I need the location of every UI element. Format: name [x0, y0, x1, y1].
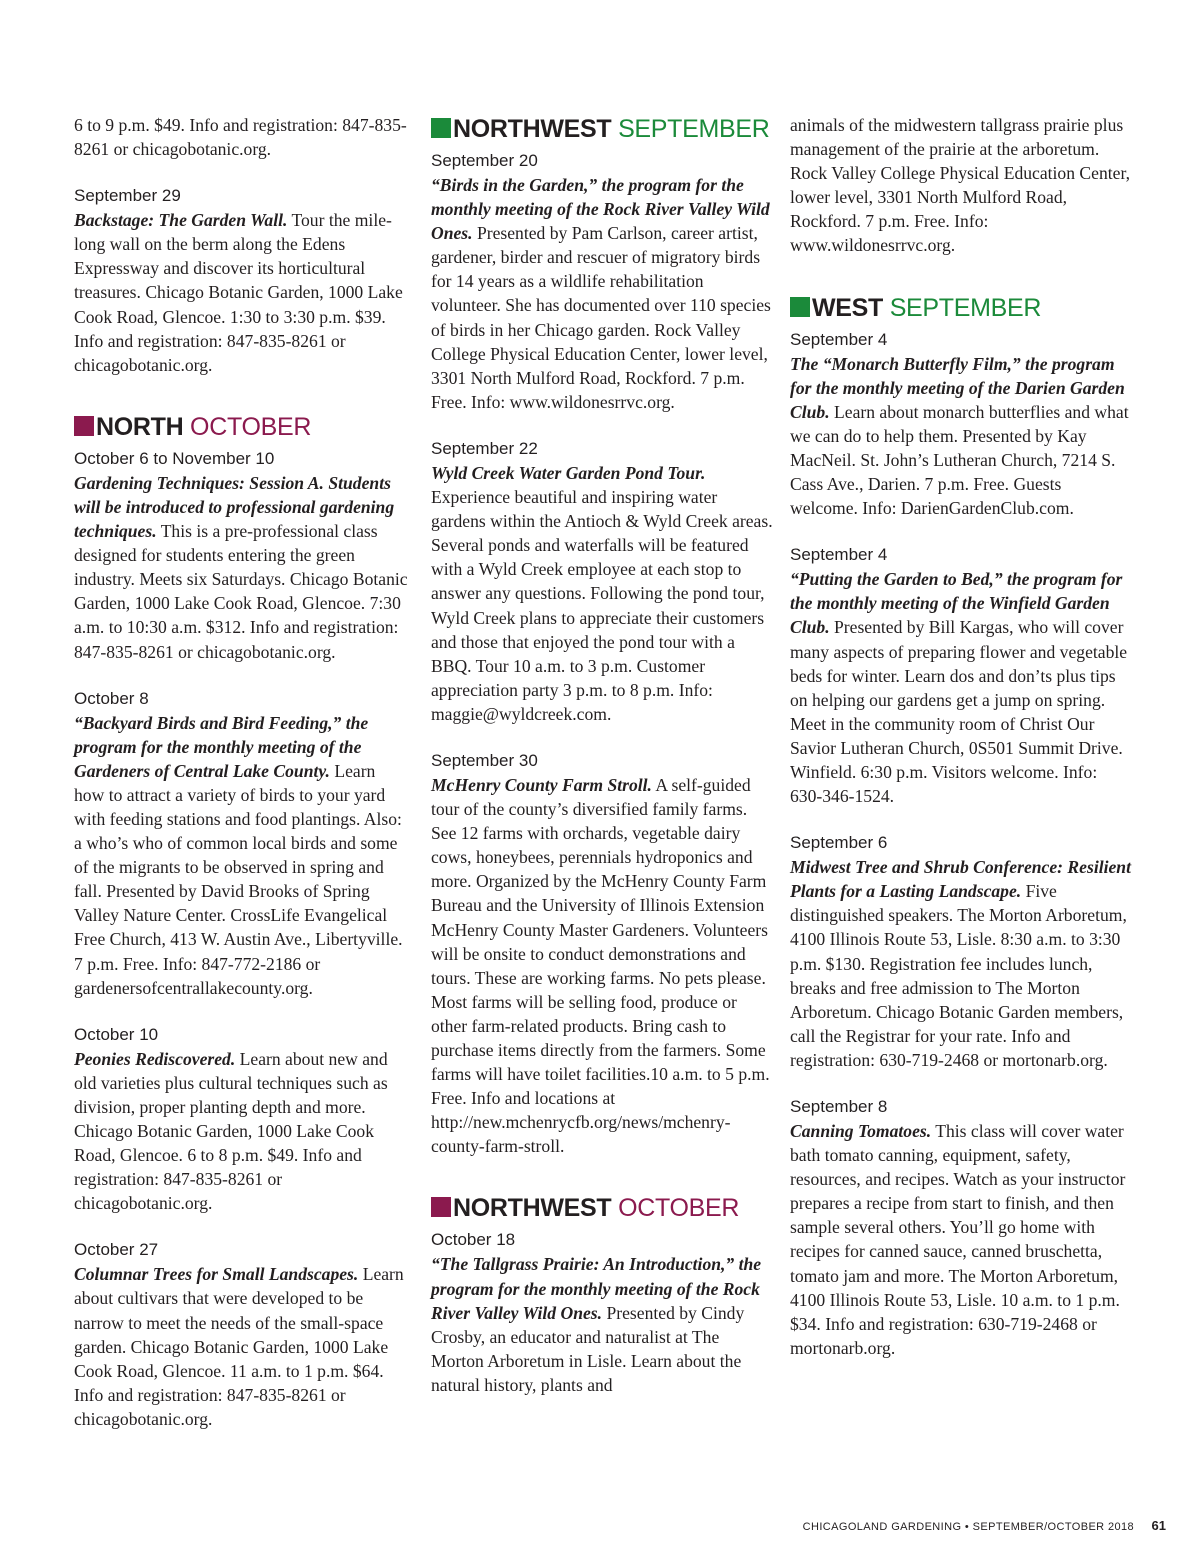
event-listing — [431, 749, 773, 1159]
continuation-text: animals of the midwestern tallgrass prairie plus management of the prairie at the arboretum. Rock Valley College Physical Education Center, lower level, 3301 North Mulford Road, Rockford. 7 p.m. Free. Info: www.wildonesrrvc.org. — [790, 115, 1131, 256]
continuation-text: 6 to 9 p.m. $49. Info and registration: 847-835-8261 or chicagobotanic.org. — [74, 115, 407, 160]
section-heading-northwest-october — [431, 1192, 773, 1224]
section-square-icon — [74, 416, 94, 436]
section-heading-north-october — [74, 411, 410, 443]
section-region: NORTH — [96, 412, 184, 441]
event-description: Learn about new and old varieties plus cultural techniques such as division, proper planting depth and more. Chicago Botanic Garden, 1000 Lake Cook Road, Glencoe. 6 to 8 p.m. $49. Info and registration: 847-835-8261 or chicagobotanic.org. — [74, 1048, 388, 1214]
event-date: October 8 — [74, 688, 149, 708]
column-middle — [431, 113, 773, 1420]
issue-date: SEPTEMBER/OCTOBER 2018 — [972, 1521, 1135, 1533]
event-title: Columnar Trees for Small Landscapes. — [74, 1264, 359, 1285]
event-listing — [431, 437, 773, 726]
event-date: September 4 — [790, 545, 888, 565]
section-month: SEPTEMBER — [889, 293, 1042, 322]
page-number: 61 — [1151, 1518, 1166, 1533]
event-listing — [790, 328, 1132, 521]
event-listing — [790, 543, 1132, 808]
event-title: McHenry County Farm Stroll. — [431, 774, 652, 795]
event-date: October 6 to November 10 — [74, 448, 275, 468]
event-title: The “Monarch Butterfly Film,” the program for the monthly meeting of the Darien Garden Club. — [790, 353, 1125, 422]
event-date: September 8 — [790, 1097, 888, 1116]
event-title: “Putting the Garden to Bed,” the program for the monthly meeting of the Winfield Garden Club. — [790, 569, 1123, 638]
event-date: September 20 — [431, 151, 538, 170]
section-heading-west-september — [790, 292, 1132, 324]
event-title: Canning Tomatoes. — [790, 1121, 932, 1141]
event-date: September 4 — [790, 329, 888, 349]
section-square-icon — [431, 1197, 451, 1217]
event-listing — [431, 1228, 773, 1397]
event-title: Wyld Creek Water Garden Pond Tour. — [431, 462, 706, 483]
event-title: Peonies Rediscovered. — [74, 1048, 236, 1069]
publication-name: CHICAGOLAND GARDENING — [802, 1521, 962, 1533]
event-description: Presented by Pam Carlson, career artist, gardener, birder and rescuer of migratory birds for 14 years as a wildlife rehabilitation volunteer. She has documented over 110 species of birds in her Chicago garden. Rock Valley College Physical Education Center, lower level, 3301 North Mulford Road, Rockford. 7 p.m. Free. Info: www.wildonesrrvc.org. — [431, 223, 771, 412]
event-description: Experience beautiful and inspiring water gardens within the Antioch & Wyld Creek areas. Several ponds and waterfalls will be featured with a Wyld Creek employee at each stop to answer any questions. Following the pond tour, Wyld Creek plans to appreciate their customers and those that enjoyed the pond tour with a BBQ. Tour 10 a.m. to 3 p.m. Customer appreciation party 3 p.m. to 8 p.m. Info: maggie@wyldcreek.com. — [431, 487, 773, 724]
section-heading-northwest-september — [431, 113, 773, 145]
section-month: OCTOBER — [190, 412, 312, 441]
section-month: SEPTEMBER — [618, 115, 770, 143]
event-title: Gardening Techniques: Session A. Students will be introduced to professional gardening techniques. — [74, 472, 395, 542]
event-date: October 10 — [74, 1024, 159, 1044]
event-listing — [790, 831, 1132, 1072]
event-date: October 27 — [74, 1240, 159, 1260]
event-title: “Backyard Birds and Bird Feeding,” the program for the monthly meeting of the Gardeners of Central Lake County. — [74, 712, 369, 781]
event-listing — [790, 1095, 1132, 1360]
event-description: Learn about cultivars that were developed to be narrow to meet the needs of the small-space garden. Chicago Botanic Garden, 1000 Lake Cook Road, Glencoe. 11 a.m. to 1 p.m. $64. Info and registration: 847-835-8261 or chicagobotanic.org. — [74, 1264, 404, 1429]
section-region: WEST — [812, 293, 884, 322]
page-footer — [790, 1518, 1166, 1533]
event-description: Learn how to attract a variety of birds to your yard with feeding stations and food plantings. Also: a who’s who of common local birds and some of the migrants to be observed in spring and fall. Presented by David Brooks of Spring Valley Nature Center. CrossLife Evangelical Free Church, 413 W. Austin Ave., Libertyville. 7 p.m. Free. Info: 847-772-2186 or gardenersofcentrallakecounty.org. — [74, 760, 403, 998]
event-listing — [431, 149, 773, 414]
section-square-icon — [790, 297, 810, 317]
event-description: Presented by Bill Kargas, who will cover many aspects of preparing flower and vegetable beds for winter. Learn dos and don’ts plus tips on helping our gardens get a jump on spring. Meet in the community room of Christ Our Savior Lutheran Church, 0S501 Summit Drive. Winfield. 6:30 p.m. Visitors welcome. Info: 630-346-1524. — [790, 617, 1128, 807]
column-right — [790, 113, 1132, 1383]
event-title: “The Tallgrass Prairie: An Introduction,” the program for the monthly meeting of the Rock River Valley Wild Ones. — [431, 1254, 762, 1323]
event-description: A self-guided tour of the county’s diversified family farms. See 12 farms with orchards, vegetable dairy cows, honeybees, perennials hydroponics and more. Organized by the McHenry County Farm Bureau and the University of Illinois Extension McHenry County Master Gardeners. Volunteers will be onsite to conduct demonstrations and tours. These are working farms. No pets please. Most farms will be selling food, produce or other farm-related products. Bring cash to purchase items directly from the farmers. Some farms will have toilet facilities.10 a.m. to 5 p.m. Free. Info and locations at http://new.mchenrycfb.org/news/mchenry-county-farm-stroll. — [431, 774, 770, 1157]
event-listing — [74, 184, 410, 377]
event-date: September 29 — [74, 186, 181, 206]
event-description: Learn about monarch butterflies and what we can do to help them. Presented by Kay MacNeil. St. John’s Lutheran Church, 7214 S. Cass Ave., Darien. 7 p.m. Free. Guests welcome. Info: DarienGardenClub.com. — [790, 401, 1129, 519]
event-description: Five distinguished speakers. The Morton Arboretum, 4100 Illinois Route 53, Lisle. 8:30 a.m. to 3:30 p.m. $130. Registration fee includes lunch, breaks and free admission to The Morton Arboretum. Chicago Botanic Garden members, call the Registrar for your rate. Info and registration: 630-719-2468 or mortonarb.org. — [790, 881, 1127, 1070]
section-square-icon — [431, 118, 451, 138]
event-title: “Birds in the Garden,” the program for the monthly meeting of the Rock River Valley Wild Ones. — [431, 175, 770, 244]
footer-separator: • — [964, 1521, 970, 1533]
section-region: NORTHWEST — [453, 115, 612, 143]
section-region: NORTHWEST — [453, 1194, 612, 1223]
event-description: Presented by Cindy Crosby, an educator and naturalist at The Morton Arboretum in Lisle. Learn about the natural history, plants and — [431, 1302, 745, 1395]
event-title: Backstage: The Garden Wall. — [74, 210, 288, 231]
event-description: This class will cover water bath tomato canning, equipment, safety, resources, and recipes. Watch as your instructor prepares a recipe from start to finish, and then sample several others. You’ll go home with recipes for canned sauce, canned bruschetta, tomato jam and more. The Morton Arboretum, 4100 Illinois Route 53, Lisle. 10 a.m. to 1 p.m. $34. Info and registration: 630-719-2468 or mortonarb.org. — [790, 1121, 1126, 1358]
event-description: This is a pre-professional class designed for students entering the green industry. Meets six Saturdays. Chicago Botanic Garden, 1000 Lake Cook Road, Glencoe. 7:30 a.m. to 10:30 a.m. $312. Info and registration: 847-835-8261 or chicagobotanic.org. — [74, 521, 408, 662]
event-description: Tour the mile-long wall on the berm along the Edens Expressway and discover its horticultural treasures. Chicago Botanic Garden, 1000 Lake Cook Road, Glencoe. 1:30 to 3:30 p.m. $39. Info and registration: 847-835-8261 or chicagobotanic.org. — [74, 210, 403, 375]
event-date: September 30 — [431, 750, 538, 770]
event-title: Midwest Tree and Shrub Conference: Resilient Plants for a Lasting Landscape. — [790, 857, 1131, 902]
event-date: September 6 — [790, 833, 888, 853]
section-month: OCTOBER — [618, 1194, 740, 1223]
event-listing — [74, 687, 410, 1000]
event-listing — [74, 1023, 410, 1216]
column-left — [74, 113, 410, 1454]
event-date: October 18 — [431, 1230, 516, 1250]
event-listing — [74, 1238, 410, 1431]
event-date: September 22 — [431, 438, 538, 458]
event-listing — [74, 447, 410, 664]
